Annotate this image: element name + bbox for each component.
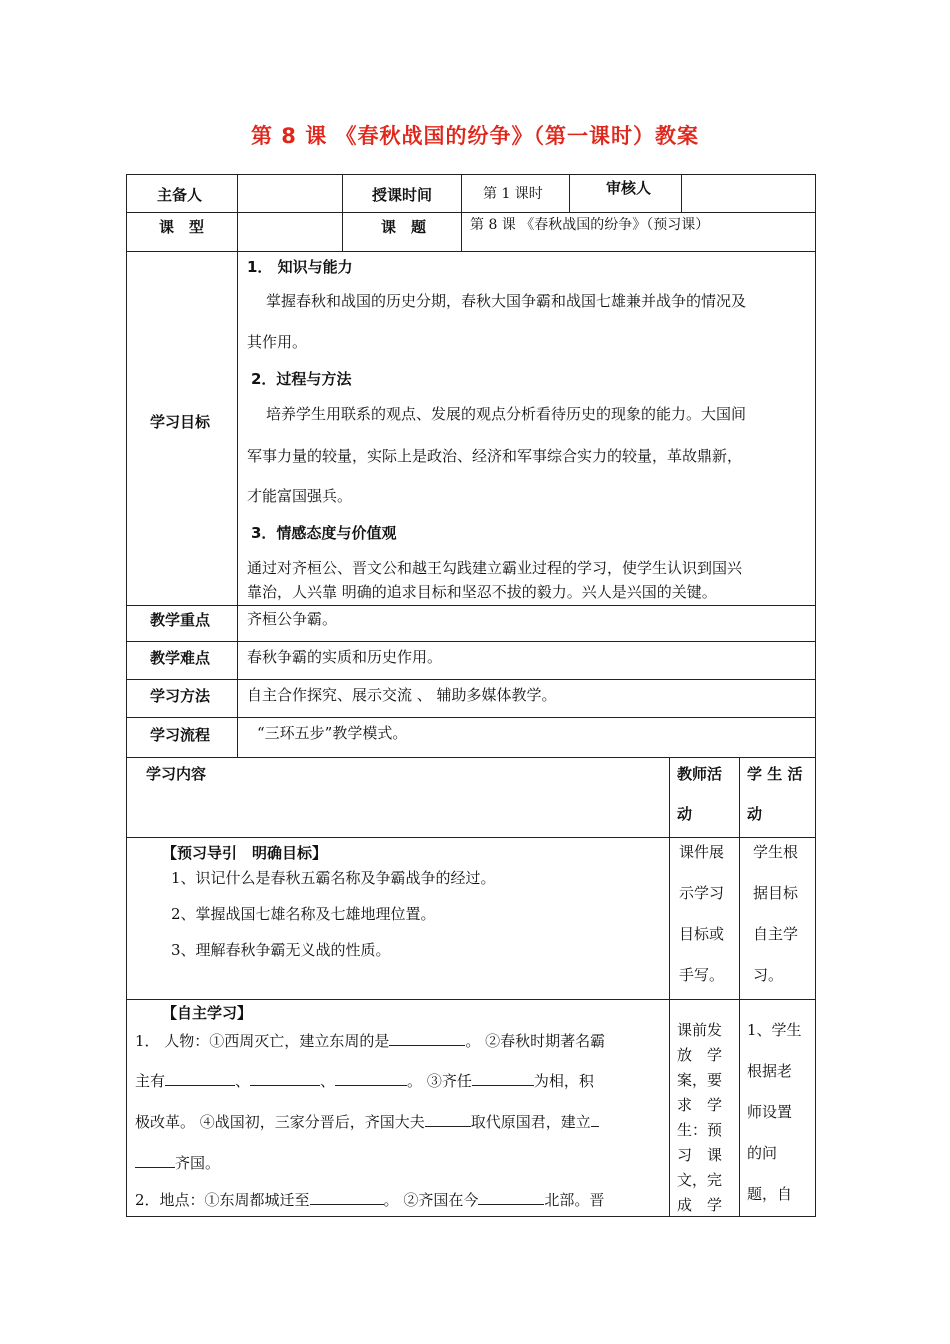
document-title: 第 8 课 《春秋战国的纷争》（第一课时）教案 [250,124,700,148]
column-divider [461,175,462,252]
text: 取代原国君，建立 [470,1113,591,1131]
self-study-student-line: 1、学生 [747,1021,802,1039]
objectives-label: 学习目标 [150,413,211,431]
text: 极改革。 ④战国初，三家分晋后，齐国大夫 [135,1113,425,1131]
answer-blank[interactable] [478,1190,544,1205]
objective-text: 才能富国强兵。 [247,487,353,505]
objective-text: 通过对齐桓公、晋文公和越王勾践建立霸业过程的学习，使学生认识到国兴 [247,559,743,577]
method-label: 学习方法 [150,687,211,705]
row-divider [127,717,815,718]
objective-heading-values: 3．情感态度与价值观 [251,524,397,542]
answer-blank[interactable] [425,1112,471,1127]
preview-student-line: 学生根 [753,843,799,861]
focus-label: 教学重点 [150,611,211,629]
objective-heading-process: 2．过程与方法 [251,370,352,388]
self-study-teacher-line: 案，要 [677,1071,723,1089]
row-divider [127,641,815,642]
self-study-teacher-line: 课前发 [677,1021,723,1039]
self-study-student-line: 的问 [747,1144,778,1162]
column-divider [669,758,670,1216]
text: 2．地点：①东周都城迁至 [135,1191,310,1209]
time-label: 授课时间 [372,186,433,204]
focus-value: 齐桓公争霸。 [247,610,338,628]
answer-blank[interactable] [335,1071,407,1086]
text: 1． 人物：①西周灭亡，建立东周的是 [135,1032,390,1050]
difficulty-label: 教学难点 [150,649,211,667]
student-activity-header: 学 生 活 [747,765,803,783]
self-study-line [135,1153,220,1172]
column-divider [569,175,570,213]
self-study-teacher-line: 求 学 [677,1096,723,1114]
self-study-teacher-line: 习 课 [677,1146,723,1164]
self-study-student-line: 根据老 [747,1062,793,1080]
reviewer-label: 审核人 [606,179,652,197]
column-divider [681,175,682,213]
preview-item: 1、识记什么是春秋五霸名称及争霸战争的经过。 [171,869,496,887]
preview-teacher-line: 课件展 [679,843,725,861]
self-study-teacher-line: 文，完 [677,1171,723,1189]
self-study-heading: 【自主学习】 [162,1004,253,1022]
difficulty-value: 春秋争霸的实质和历史作用。 [247,648,443,666]
text: 。 ③齐任 [407,1072,472,1090]
teacher-activity-header: 教师活 [677,765,723,783]
topic-value: 第 8 课 《春秋战国的纷争》（预习课） [470,217,710,233]
text: 主有 [135,1072,166,1090]
self-study-student-line: 师设置 [747,1103,793,1121]
text: 为相，积 [533,1072,594,1090]
text: 齐国。 [175,1154,221,1172]
objective-text: 军事力量的较量，实际上是政治、经济和军事综合实力的较量，革故鼎新， [247,447,743,465]
process-label: 学习流程 [150,726,211,744]
teacher-activity-header: 动 [677,805,693,823]
row-divider [127,212,815,213]
preview-teacher-line: 示学习 [679,884,725,902]
text: 。 ②齐国在今 [383,1191,479,1209]
topic-label: 课 题 [381,218,427,236]
column-divider [342,175,343,252]
answer-blank[interactable] [250,1071,320,1086]
objective-text: 培养学生用联系的观点、发展的观点分析看待历史的现象的能力。大国间 [266,405,747,423]
objective-text: 其作用。 [247,333,308,351]
preview-item: 2、掌握战国七雄名称及七雄地理位置。 [171,905,436,923]
process-value: “三环五步”教学模式。 [257,724,408,742]
self-study-teacher-line: 生：预 [677,1121,723,1139]
self-study-teacher-line: 成 学 [677,1196,723,1214]
objective-text: 靠治，人兴靠 明确的追求目标和坚忍不拔的毅力。兴人是兴国的关键。 [247,583,717,601]
preview-heading: 【预习导引 明确目标】 [162,844,328,862]
preview-teacher-line: 手写。 [679,966,725,984]
objective-heading-knowledge: 1． 知识与能力 [247,258,353,276]
preview-student-line: 自主学 [753,925,799,943]
lesson-plan-table [126,174,816,1217]
text: 、 [235,1072,251,1090]
content-header: 学习内容 [146,765,207,783]
self-study-student-line: 题，自 [747,1185,793,1203]
answer-blank[interactable] [135,1153,175,1168]
answer-blank[interactable] [389,1031,465,1046]
row-divider [127,251,815,252]
text: 。 ②春秋时期著名霸 [465,1032,606,1050]
self-study-line [135,1031,605,1050]
preview-teacher-line: 目标或 [679,925,725,943]
preview-item: 3、理解春秋争霸无义战的性质。 [171,941,391,959]
row-divider [127,837,815,838]
student-activity-header: 动 [747,805,763,823]
self-study-line [135,1071,594,1090]
answer-blank[interactable] [472,1071,534,1086]
preview-student-line: 据目标 [753,884,799,902]
answer-blank[interactable] [165,1071,235,1086]
row-divider [127,605,815,606]
self-study-line [135,1190,604,1209]
time-value: 第 1 课时 [483,186,543,202]
text: 、 [320,1072,336,1090]
preparer-label: 主备人 [157,186,203,204]
text: 北部。晋 [544,1191,605,1209]
column-divider [237,175,238,758]
preview-student-line: 习。 [753,966,784,984]
type-label: 课 型 [159,218,205,236]
row-divider [127,757,815,758]
objective-text: 掌握春秋和战国的历史分期，春秋大国争霸和战国七雄兼并战争的情况及 [266,292,747,310]
column-divider [739,758,740,1216]
self-study-teacher-line: 放 学 [677,1046,723,1064]
self-study-line [135,1112,599,1131]
row-divider [127,679,815,680]
answer-blank[interactable] [310,1190,384,1205]
row-divider [127,999,815,1000]
answer-blank[interactable] [591,1112,599,1127]
method-value: 自主合作探究、展示交流 、 辅助多媒体教学。 [247,686,557,704]
